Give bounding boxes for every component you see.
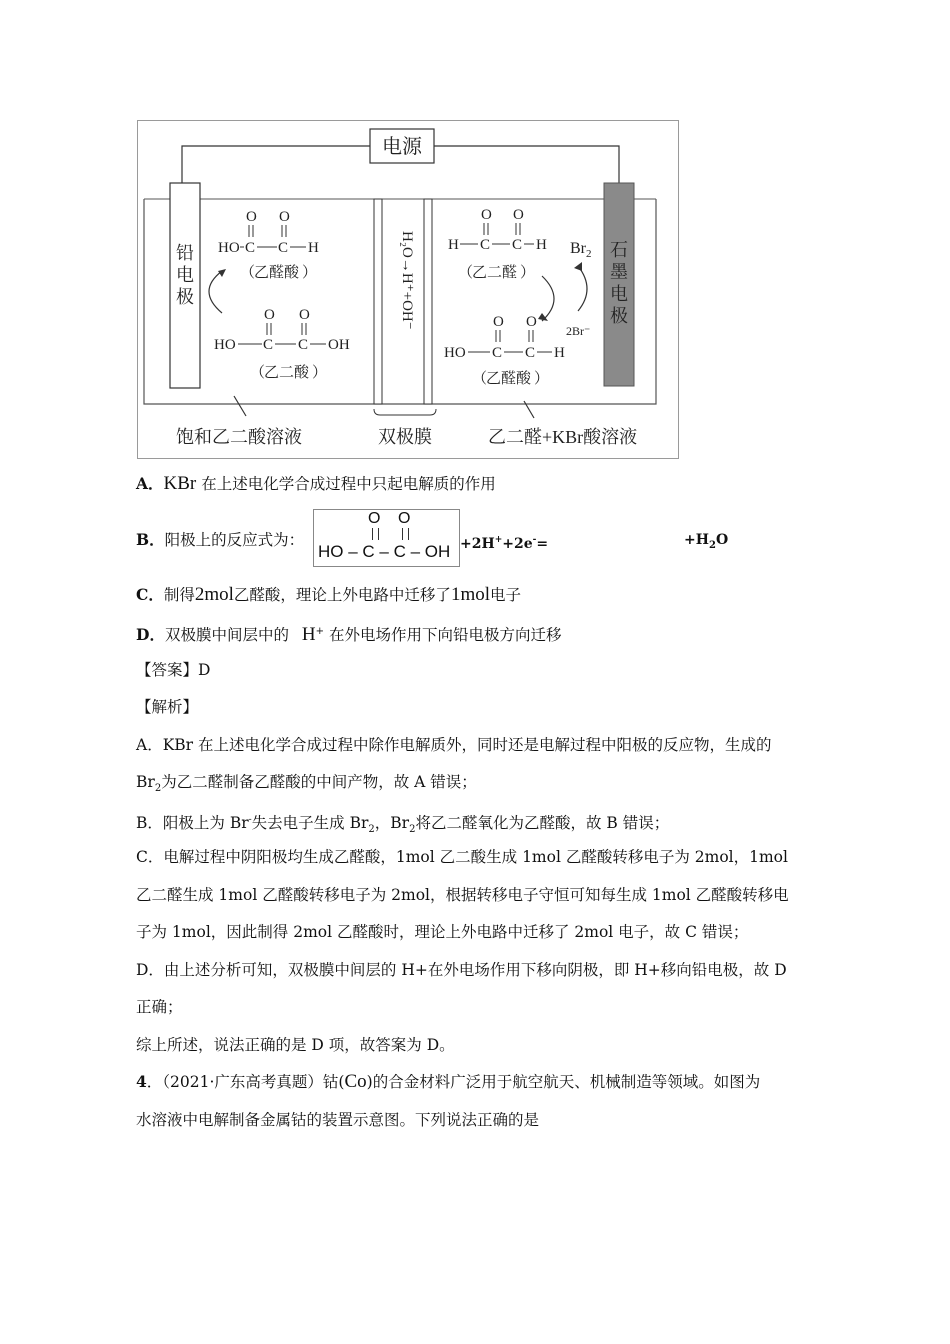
- lead-electrode-char-1: 铅: [176, 243, 194, 263]
- lead-electrode-char-2: 电: [176, 265, 194, 285]
- analysis-heading: 【解析】: [136, 698, 199, 716]
- graphite-char-4: 极: [610, 306, 628, 326]
- label-saturated-oxalic: 饱和乙二酸溶液: [176, 427, 302, 447]
- svg-text:乙二酸: 乙二酸: [264, 365, 310, 381]
- membrane-reaction: H₂O→H⁺+OH⁻: [399, 231, 415, 330]
- option-b-water: [684, 530, 728, 556]
- membrane-right: [424, 199, 432, 404]
- b-equals: =: [536, 536, 549, 552]
- right-arrow-2-head: [574, 262, 582, 271]
- membrane-bracket: [374, 409, 436, 415]
- option-b: [136, 530, 304, 550]
- membrane-left: [374, 199, 382, 404]
- formula-main: HO – C – C – OH: [318, 542, 451, 561]
- analysis-p6: 子为 1mol，因此制得 2mol 乙醛酸时，理论上外电路中迁移了 2mol 电子，故 C 错误；: [136, 923, 749, 941]
- analysis-p1: A．KBr 在上述电化学合成过程中除作电解质外，同时还是电解过程中阳极的反应物，生成的: [136, 736, 772, 754]
- option-c-text-3: 电子: [490, 586, 522, 604]
- analysis-p4: C．电解过程中阴阳极均生成乙醛酸，1mol 乙二酸生成 1mol 乙醛酸转移电子为 2mol，1mol: [136, 848, 788, 866]
- option-d-text-2: 在外电场作用下向铅电极方向迁移: [328, 626, 562, 645]
- analysis-p5: 乙二醛生成 1mol 乙醛酸转移电子为 2mol，根据转移电子守恒可知每生成 1mol 乙醛酸转移电: [136, 886, 789, 904]
- svg-text:（: （: [250, 365, 266, 381]
- right-arrow-2: [578, 266, 587, 311]
- glyoxal-right: [448, 207, 547, 281]
- svg-text:HO: HO: [214, 337, 236, 353]
- option-c-text-1: 制得: [163, 586, 195, 604]
- svg-text:乙醛酸: 乙醛酸: [254, 265, 300, 281]
- svg-text:O: O: [481, 207, 492, 223]
- option-d-prefix: D．: [136, 625, 165, 645]
- formula-double-bond-1: [372, 528, 379, 540]
- label-bipolar-membrane: 双极膜: [378, 427, 432, 447]
- svg-text:C: C: [263, 337, 274, 353]
- option-c-prefix: C．: [136, 585, 164, 604]
- question-4-co: Co: [344, 1071, 367, 1092]
- two-br-label: 2Br⁻: [566, 324, 591, 338]
- svg-text:C: C: [298, 337, 309, 353]
- wire-right: [434, 146, 619, 183]
- svg-text:O: O: [493, 314, 504, 330]
- svg-text:C: C: [525, 345, 536, 361]
- svg-text:H: H: [448, 237, 459, 253]
- b-plus-2e: +2e: [502, 536, 533, 552]
- question-4-text-1: )的合金材料广泛用于航空航天、机械制造等领域。如图为: [366, 1073, 761, 1091]
- svg-text:O: O: [264, 307, 275, 323]
- option-d-h: H: [301, 624, 316, 646]
- question-4-line-2: 水溶液中电解制备金属钴的装置示意图。下列说法正确的是: [136, 1111, 540, 1129]
- option-b-equation: +2H++2e-=: [460, 535, 549, 552]
- svg-text:）: ）: [302, 265, 318, 281]
- svg-text:C: C: [480, 237, 491, 253]
- oxalic-acid-formula-image: [313, 509, 460, 567]
- svg-text:O: O: [246, 209, 257, 225]
- left-arrow: [209, 271, 222, 313]
- electrolysis-diagram-svg: [138, 121, 678, 458]
- analysis-p7: D．由上述分析可知，双极膜中间层的 H+在外电场作用下移向阴极，即 H+移向铅电极，故 D: [136, 961, 787, 979]
- formula-o1: O: [368, 510, 381, 527]
- svg-text:HO: HO: [218, 240, 240, 256]
- svg-text:H: H: [308, 240, 319, 256]
- svg-text:O: O: [513, 207, 524, 223]
- lead-electrode: [170, 183, 200, 388]
- formula-double-bond-2: [402, 528, 409, 540]
- b-h2o-o: O: [715, 532, 729, 548]
- analysis-p8: 正确；: [136, 998, 183, 1016]
- option-c-1mol: 1mol: [450, 584, 490, 605]
- option-c-2mol: 2mol: [194, 584, 234, 605]
- svg-text:）: ）: [520, 265, 536, 281]
- right-arrow-1: [542, 276, 554, 321]
- analysis-p2: $Br_2$为乙二醛制备乙醛酸的中间产物，故 A 错误；: [136, 773, 477, 794]
- option-b-text: 阳极上的反应式为：: [164, 531, 305, 549]
- svg-text:乙醛酸: 乙醛酸: [486, 371, 532, 387]
- pointer-left: [234, 396, 246, 416]
- glyoxylic-acid-left: [218, 209, 319, 281]
- svg-text:H: H: [536, 237, 547, 253]
- lead-electrode-char-3: 极: [176, 287, 194, 307]
- question-4-source: ．（2021·广东高考真题）钴(: [146, 1073, 345, 1091]
- svg-text:C: C: [512, 237, 523, 253]
- svg-text:H: H: [554, 345, 565, 361]
- graphite-char-1: 石: [610, 240, 628, 260]
- svg-text:C: C: [492, 345, 503, 361]
- option-a-text: 在上述电化学合成过程中只起电解质的作用: [201, 475, 496, 493]
- option-d-plus: +: [315, 626, 325, 637]
- svg-text:）: ）: [312, 365, 328, 381]
- answer-line: 【答案】D: [136, 661, 211, 679]
- graphite-char-3: 电: [610, 284, 628, 304]
- option-c-text-2: 乙醛酸，理论上外电路中迁移了: [233, 586, 451, 604]
- b-plus-h2o: +H: [684, 532, 709, 548]
- svg-text:C: C: [245, 240, 256, 256]
- svg-text:（: （: [240, 265, 256, 281]
- br2-label: $Br_2$: [570, 240, 592, 260]
- analysis-p3: B．阳极上为 Br-失去电子生成 $Br_2$，$Br_2$将乙二醛氧化为乙醛酸，故 B 错误；: [136, 814, 670, 836]
- option-a-prefix: A．: [136, 474, 164, 493]
- b-h2o-sub: 2: [708, 540, 716, 551]
- option-c: [136, 585, 521, 605]
- power-source-label: 电源: [382, 136, 422, 158]
- option-a: [136, 474, 496, 494]
- wire-left: [182, 146, 370, 183]
- graphite-char-2: 墨: [610, 262, 628, 282]
- svg-text:（: （: [458, 265, 474, 281]
- svg-text:O: O: [526, 314, 537, 330]
- label-glyoxal-kbr: 乙二醛+KBr酸溶液: [488, 427, 638, 447]
- analysis-p9: 综上所述，说法正确的是 D 项，故答案为 D。: [136, 1036, 455, 1054]
- svg-text:C: C: [278, 240, 289, 256]
- option-d-text-1: 双极膜中间层中的: [164, 626, 289, 645]
- svg-text:（: （: [472, 371, 488, 387]
- option-d: [136, 622, 561, 645]
- question-4-number: 4: [136, 1072, 147, 1091]
- b-plus-2h: +2H: [460, 536, 495, 552]
- svg-text:乙二醛: 乙二醛: [472, 265, 518, 281]
- svg-text:HO: HO: [444, 345, 466, 361]
- svg-text:OH: OH: [328, 337, 350, 353]
- formula-o2: O: [398, 510, 411, 527]
- electrolysis-diagram: [137, 120, 679, 459]
- oxalic-acid-left: [214, 307, 350, 381]
- svg-text:O: O: [279, 209, 290, 225]
- option-a-kbr: KBr: [163, 473, 197, 494]
- glyoxylic-acid-right: [444, 314, 565, 387]
- svg-text:O: O: [299, 307, 310, 323]
- question-4-line-1: [136, 1072, 760, 1092]
- svg-text:）: ）: [534, 371, 550, 387]
- option-b-prefix: B．: [136, 530, 165, 549]
